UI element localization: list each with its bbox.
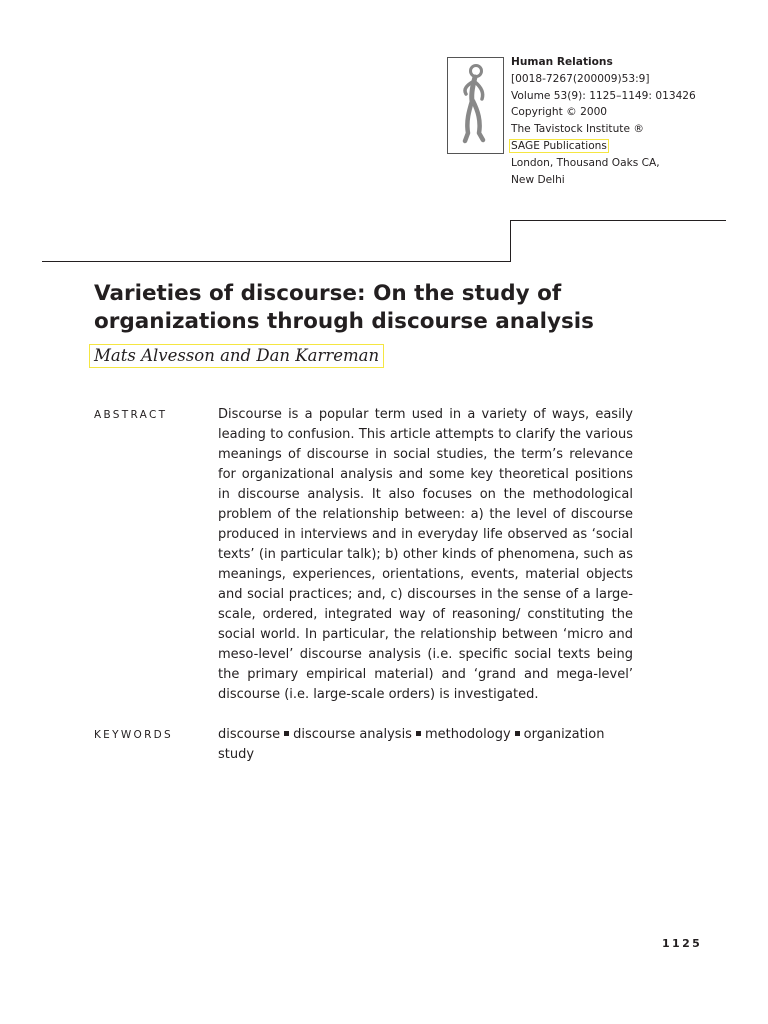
- journal-institute: The Tavistock Institute ®: [511, 123, 644, 136]
- header-rule-vertical: [510, 220, 511, 262]
- journal-copyright: Copyright © 2000: [511, 106, 608, 119]
- bullet-icon: [515, 731, 520, 736]
- keyword-item: organization study: [218, 727, 605, 762]
- page-number: 1125: [662, 937, 703, 950]
- keyword-item: discourse: [218, 727, 281, 742]
- article-authors-link[interactable]: Mats Alvesson and Dan Karreman: [89, 344, 384, 368]
- journal-issn: [0018-7267(200009)53:9]: [511, 72, 650, 85]
- journal-info: [511, 54, 741, 188]
- keywords-list: [218, 725, 633, 765]
- journal-logo: [447, 57, 504, 154]
- article-title: Varieties of discourse: On the study of organizations through discourse analysis: [94, 281, 594, 334]
- abstract-label: ABSTRACT: [94, 409, 168, 421]
- keywords-label: KEYWORDS: [94, 729, 174, 741]
- journal-volume: Volume 53(9): 1125–1149: 013426: [511, 89, 696, 102]
- abstract-text: Discourse is a popular term used in a variety of ways, easily leading to confusion. This article attempts to clarify the various meanings of discourse in social studies, the term’s relevance for organizational analysis and some key theoretical positions in discourse analysis. It also focuses on the methodological problem of the relationship between: a) the level of discourse produced in interviews and in everyday life observed as ‘social texts’ (in particular talk); b) other kinds of phenomena, such as meanings, experiences, orientations, events, material objects and social practices; and, c) discourses in the sense of a large-scale, ordered, integrated way of reasoning/ constituting the social world. In particular, the relationship between ‘micro and meso-level’ discourse analysis (i.e. specific social texts being the primary empirical material) and ‘grand and mega-level’ discourse (i.e. large-scale orders) is investigated.: [218, 407, 633, 702]
- journal-location-2: New Delhi: [511, 173, 565, 186]
- bullet-icon: [416, 731, 421, 736]
- header-rule-top: [510, 220, 726, 221]
- keyword-item: discourse analysis: [293, 727, 412, 742]
- journal-location-1: London, Thousand Oaks CA,: [511, 156, 660, 169]
- bullet-icon: [284, 731, 289, 736]
- publisher-link[interactable]: SAGE Publications: [511, 139, 607, 152]
- figure-logo-icon: [454, 63, 496, 147]
- header-rule-bottom: [42, 261, 511, 262]
- journal-name: Human Relations: [511, 56, 613, 68]
- keyword-item: methodology: [424, 727, 511, 742]
